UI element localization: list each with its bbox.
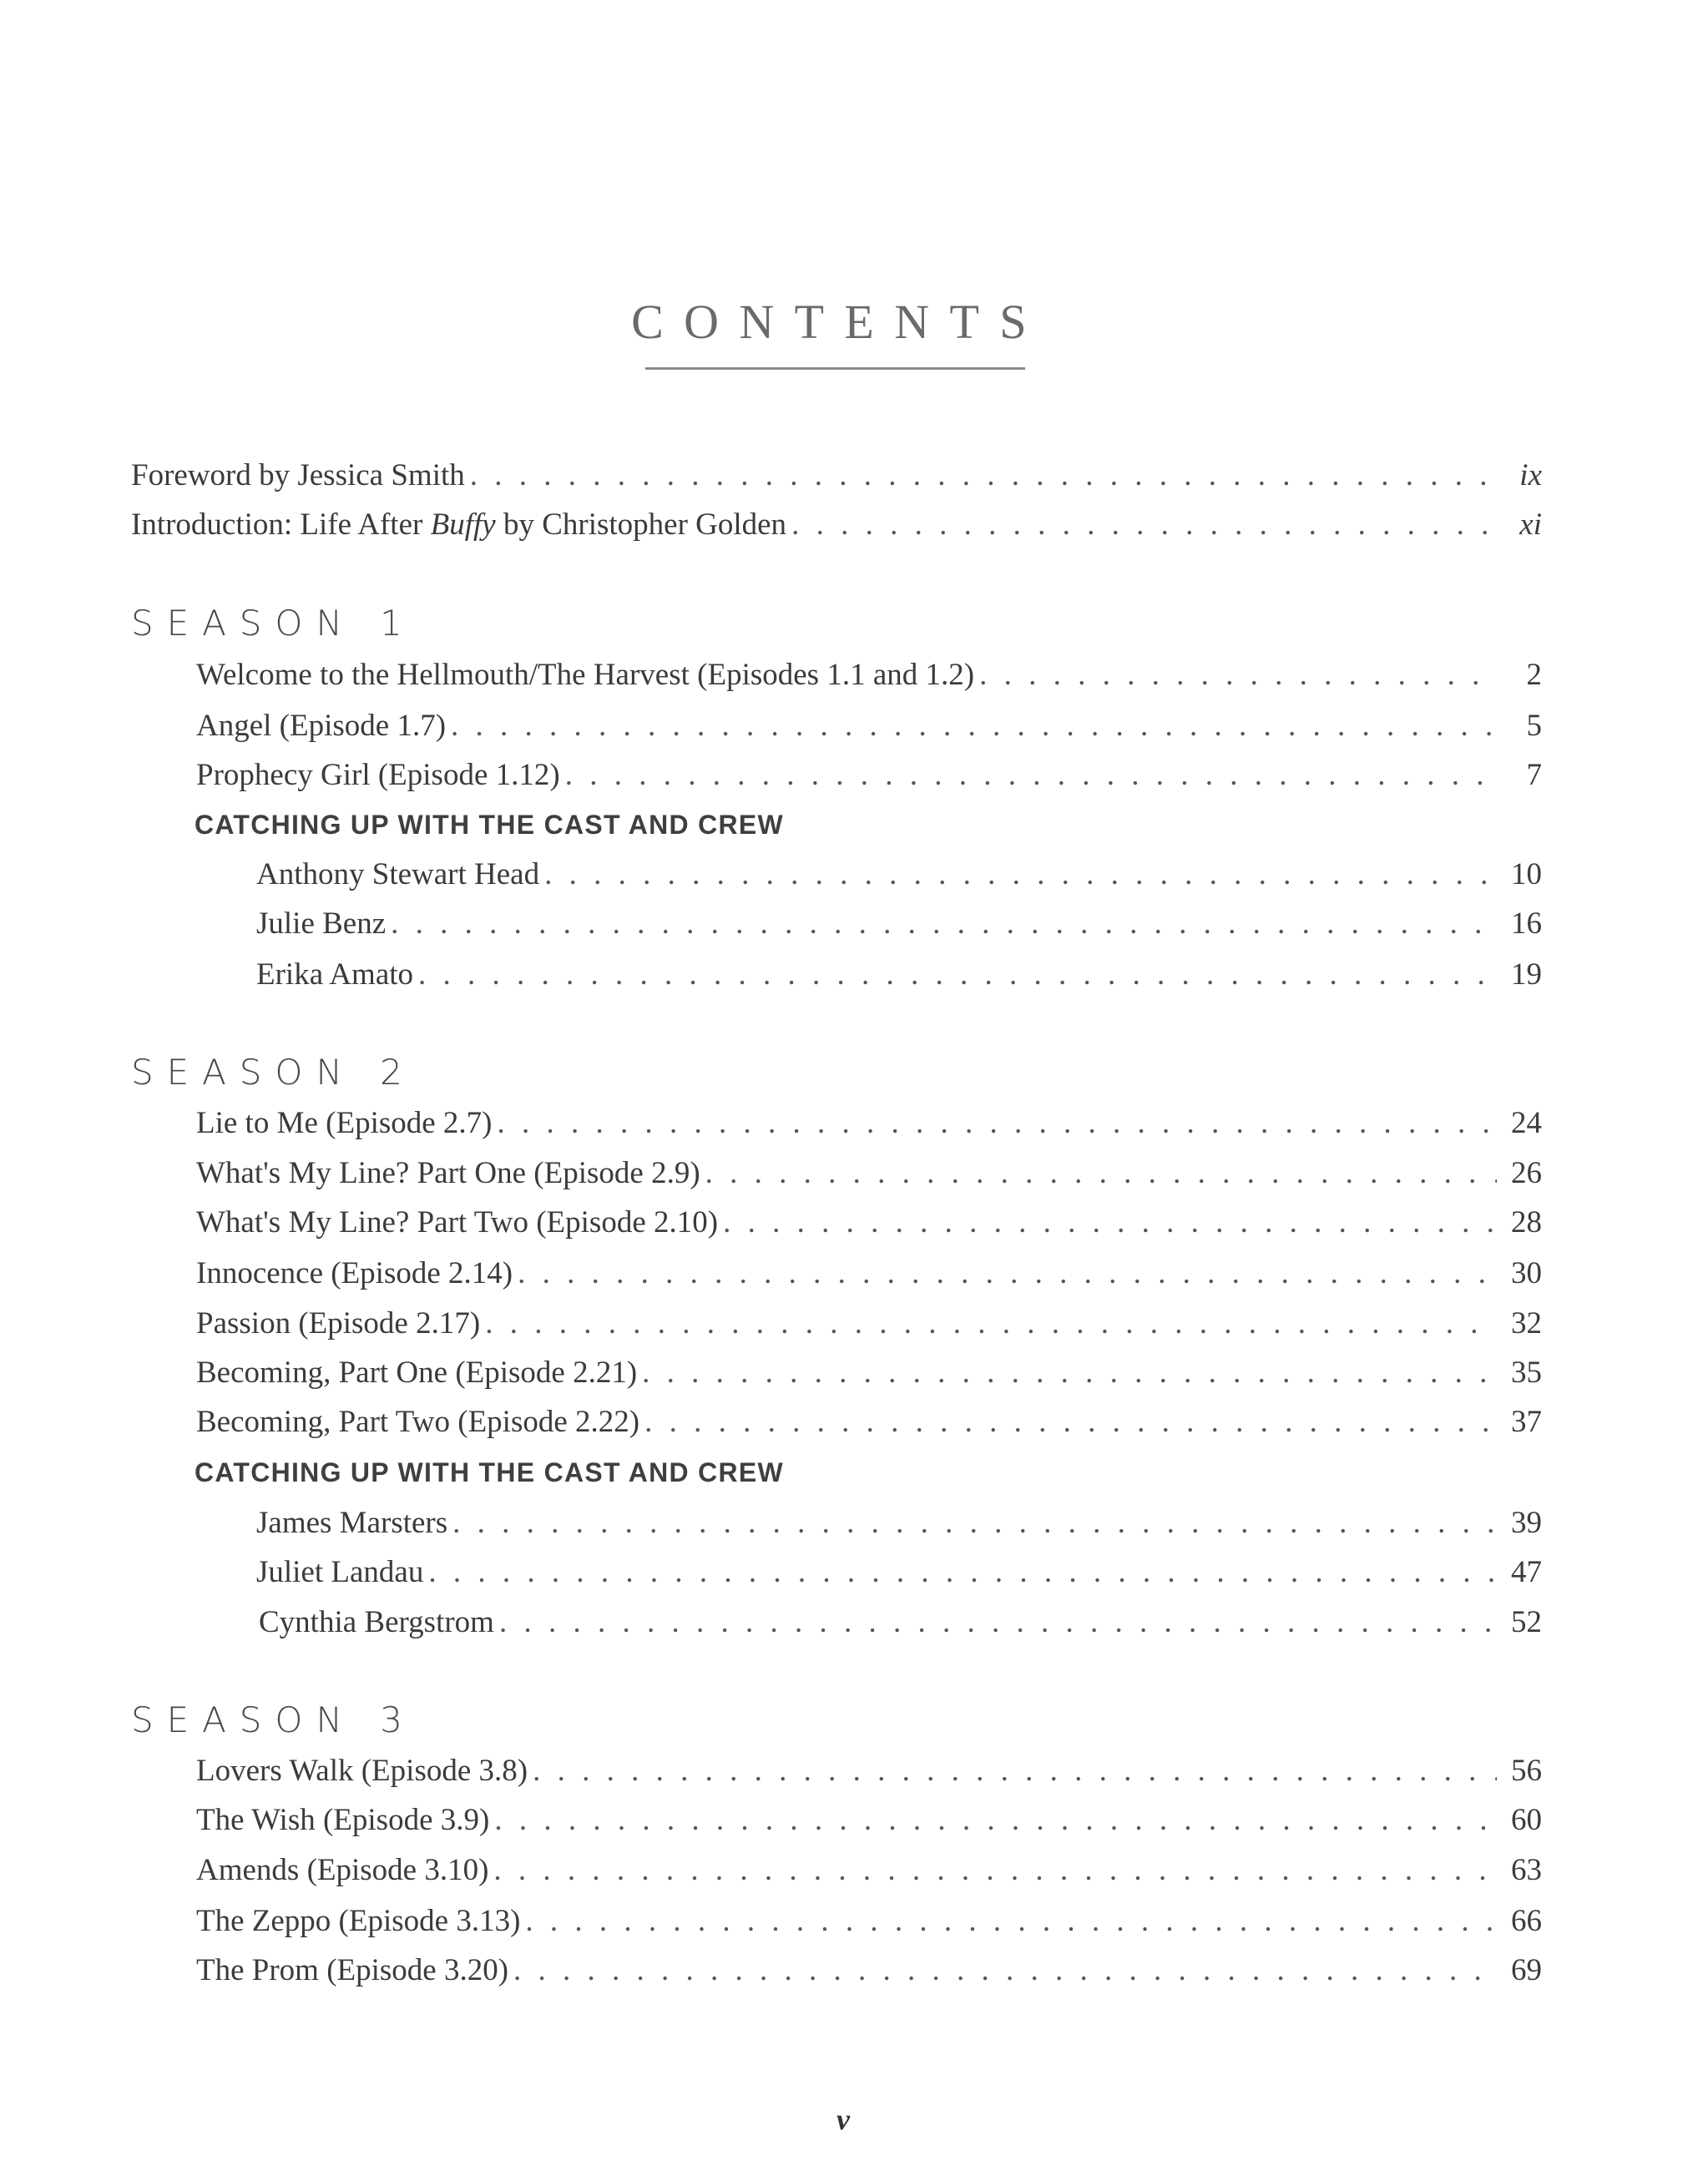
dot-leader [565, 755, 1497, 796]
toc-entry-episode[interactable] [196, 1253, 1542, 1295]
toc-entry-episode[interactable] [196, 1750, 1542, 1792]
dot-leader [642, 1352, 1497, 1394]
dot-leader [644, 1401, 1497, 1443]
toc-entry-cast[interactable] [256, 954, 1542, 996]
dot-leader [470, 455, 1497, 497]
entry-label-text: Introduction: Life After [131, 507, 431, 542]
dot-leader [513, 1950, 1497, 1992]
entry-label: Lie to Me (Episode 2.7) [196, 1106, 493, 1140]
entry-page-number: 35 [1511, 1356, 1542, 1390]
entry-label: Prophecy Girl (Episode 1.12) [196, 758, 560, 792]
page-title: CONTENTS [631, 295, 1047, 349]
season-3-heading: SEASON 3 [131, 1699, 416, 1740]
entry-label-text: by Christopher Golden [495, 507, 787, 542]
entry-label: Cynthia Bergstrom [259, 1605, 494, 1639]
dot-leader [533, 1750, 1497, 1792]
toc-entry-cast[interactable] [256, 1552, 1542, 1593]
entry-label: The Zeppo (Episode 3.13) [196, 1904, 521, 1938]
toc-entry-episode[interactable] [196, 1850, 1542, 1891]
dot-leader [979, 654, 1497, 696]
dot-leader [791, 504, 1497, 546]
entry-page-number: 5 [1526, 709, 1542, 743]
entry-page-number: 69 [1511, 1953, 1542, 1987]
dot-leader [518, 1253, 1497, 1295]
title-underline-divider [645, 367, 1025, 370]
toc-entry-episode[interactable] [196, 1153, 1542, 1194]
entry-label-italic-title: Buffy [430, 507, 496, 542]
entry-label: Becoming, Part Two (Episode 2.22) [196, 1405, 640, 1439]
entry-label: Foreword by Jessica Smith [131, 458, 465, 492]
toc-entry-episode[interactable] [196, 1103, 1542, 1144]
toc-entry-cast[interactable] [256, 903, 1542, 945]
entry-page-number: 30 [1511, 1256, 1542, 1290]
entry-page-number: 2 [1526, 658, 1542, 692]
cast-and-crew-subheading: CATCHING UP WITH THE CAST AND CREW [195, 1457, 785, 1487]
entry-label: Passion (Episode 2.17) [196, 1306, 481, 1341]
dot-leader [493, 1850, 1497, 1891]
entry-label: What's My Line? Part One (Episode 2.9) [196, 1156, 700, 1190]
entry-label: What's My Line? Part Two (Episode 2.10) [196, 1205, 719, 1240]
dot-leader [428, 1552, 1497, 1593]
season-2-heading: SEASON 2 [131, 1052, 416, 1093]
entry-page-number: 47 [1511, 1555, 1542, 1589]
entry-page-number: ix [1519, 458, 1542, 492]
entry-page-number: 37 [1511, 1405, 1542, 1439]
dot-leader [544, 854, 1497, 896]
entry-label: Julie Benz [256, 906, 387, 941]
entry-label: Becoming, Part One (Episode 2.21) [196, 1356, 638, 1390]
entry-label: The Prom (Episode 3.20) [196, 1953, 509, 1987]
toc-entry-episode[interactable] [196, 1202, 1542, 1244]
toc-entry-episode[interactable] [196, 1950, 1542, 1992]
entry-label [131, 504, 786, 546]
dot-leader [498, 1103, 1498, 1144]
entry-page-number: 10 [1511, 857, 1542, 891]
toc-entry-episode[interactable] [196, 654, 1542, 696]
dot-leader [418, 954, 1497, 996]
toc-entry-episode[interactable] [196, 705, 1542, 747]
dot-leader [451, 705, 1497, 747]
dot-leader [452, 1502, 1497, 1544]
dot-leader [391, 903, 1497, 945]
entry-page-number: xi [1519, 507, 1542, 542]
entry-page-number: 24 [1511, 1106, 1542, 1140]
entry-page-number: 60 [1511, 1803, 1542, 1837]
dot-leader [705, 1153, 1497, 1194]
entry-page-number: 56 [1511, 1754, 1542, 1788]
entry-page-number: 39 [1511, 1506, 1542, 1540]
entry-label: Angel (Episode 1.7) [196, 709, 447, 743]
toc-entry-introduction[interactable] [131, 504, 1542, 546]
season-1-heading: SEASON 1 [131, 603, 416, 644]
entry-label: Welcome to the Hellmouth/The Harvest (Episodes 1.1 and 1.2) [196, 658, 975, 692]
entry-page-number: 7 [1526, 758, 1542, 792]
toc-entry-foreword[interactable] [131, 455, 1542, 497]
entry-label: Amends (Episode 3.10) [196, 1853, 489, 1887]
toc-entry-cast[interactable] [259, 1602, 1542, 1643]
entry-page-number: 28 [1511, 1205, 1542, 1240]
entry-label: Lovers Walk (Episode 3.8) [196, 1754, 528, 1788]
toc-entry-cast[interactable] [256, 1502, 1542, 1544]
toc-entry-cast[interactable] [256, 854, 1542, 896]
toc-entry-episode[interactable] [196, 1401, 1542, 1443]
entry-label: Anthony Stewart Head [256, 857, 540, 891]
page-folio: v [836, 2103, 850, 2136]
toc-entry-episode[interactable] [196, 1303, 1542, 1345]
entry-page-number: 63 [1511, 1853, 1542, 1887]
entry-label: Innocence (Episode 2.14) [196, 1256, 513, 1290]
toc-entry-episode[interactable] [196, 1800, 1542, 1841]
toc-entry-episode[interactable] [196, 1901, 1542, 1942]
entry-page-number: 26 [1511, 1156, 1542, 1190]
entry-page-number: 19 [1511, 957, 1542, 992]
entry-page-number: 52 [1511, 1605, 1542, 1639]
entry-page-number: 66 [1511, 1904, 1542, 1938]
entry-page-number: 32 [1511, 1306, 1542, 1341]
entry-label: Juliet Landau [256, 1555, 424, 1589]
dot-leader [494, 1800, 1497, 1841]
cast-and-crew-subheading: CATCHING UP WITH THE CAST AND CREW [195, 810, 785, 840]
dot-leader [499, 1602, 1497, 1643]
entry-label: Erika Amato [256, 957, 414, 992]
entry-label: James Marsters [256, 1506, 448, 1540]
dot-leader [723, 1202, 1497, 1244]
toc-entry-episode[interactable] [196, 755, 1542, 796]
dot-leader [525, 1901, 1497, 1942]
dot-leader [485, 1303, 1497, 1345]
entry-label: The Wish (Episode 3.9) [196, 1803, 490, 1837]
toc-entry-episode[interactable] [196, 1352, 1542, 1394]
entry-page-number: 16 [1511, 906, 1542, 941]
